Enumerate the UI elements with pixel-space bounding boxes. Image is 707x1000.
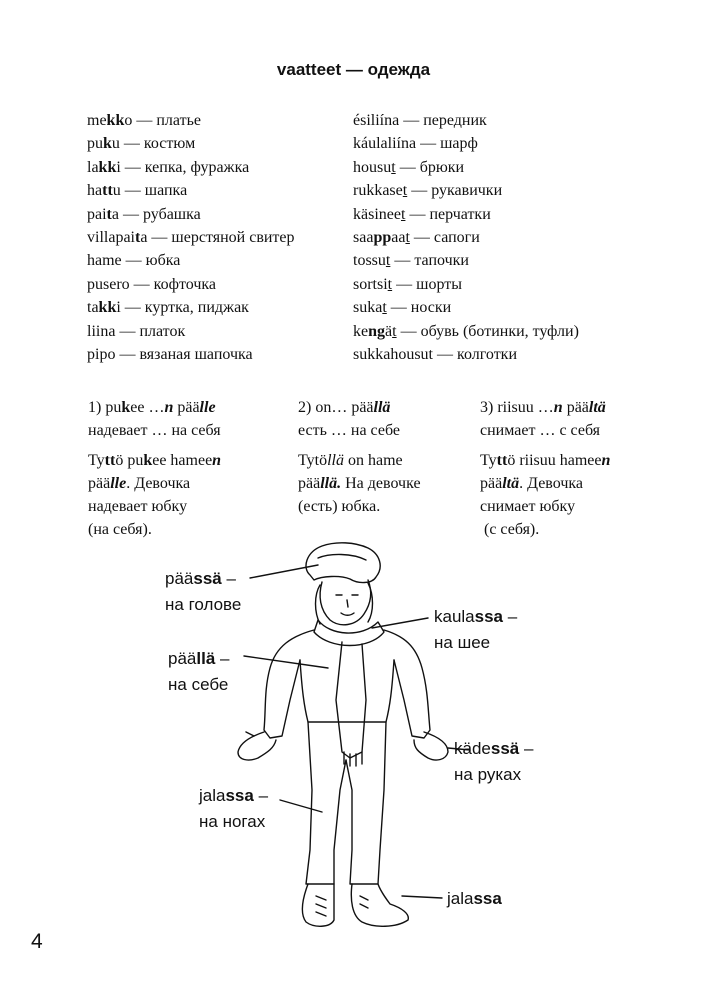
text-run: pää xyxy=(168,649,197,668)
vocab-translation: перчатки xyxy=(429,205,491,223)
text-run: u xyxy=(112,182,121,200)
text-run: . Девочка xyxy=(126,475,191,492)
vocab-translation: носки xyxy=(410,299,452,317)
dash-separator: — xyxy=(399,112,424,129)
label-fi xyxy=(165,566,241,592)
text-run: ha xyxy=(87,182,103,200)
text-run: Tytö xyxy=(298,452,328,469)
vocab-translation: рукавички xyxy=(431,182,503,200)
text-run: kk xyxy=(106,112,125,129)
vocab-translation: куртка, пиджак xyxy=(144,299,249,317)
text-run: a xyxy=(140,229,148,247)
dash-separator: — xyxy=(129,275,154,293)
vocab-translation: тапочки xyxy=(414,252,469,270)
dash-separator: — xyxy=(396,322,421,340)
label-ru: на себе xyxy=(168,675,229,694)
text-run: liina xyxy=(87,322,116,340)
text-run: 2) on… pää xyxy=(298,399,374,416)
dash-separator: — xyxy=(120,158,145,176)
label-ru: на руках xyxy=(454,765,522,784)
pointer-feet xyxy=(402,896,442,898)
vocab-translation: шарф xyxy=(440,135,478,153)
dash-separator: — xyxy=(132,112,157,129)
vocab-translation: шапка xyxy=(144,182,188,200)
vocab-translation: сапоги xyxy=(433,229,480,247)
dash-separator: — xyxy=(409,229,434,247)
dash-separator: — xyxy=(120,182,145,200)
face-shape xyxy=(320,580,371,625)
text-run: Ty xyxy=(88,452,105,469)
vocab-translation: юбка xyxy=(145,252,181,270)
text-run: o xyxy=(124,112,133,129)
text-run: ke xyxy=(353,322,369,340)
text-run: (на себя). xyxy=(88,521,152,538)
rule-meaning: надевает … на себя xyxy=(88,422,221,439)
text-run: t xyxy=(385,252,391,270)
text-run: – xyxy=(253,786,269,805)
text-run: suka xyxy=(353,299,383,317)
text-run: (с себя). xyxy=(480,521,540,538)
vocab-translation: обувь (ботинки, туфли) xyxy=(420,322,579,340)
label-on-head xyxy=(165,566,241,618)
label-ru: на голове xyxy=(165,595,242,614)
text-run: n xyxy=(601,452,611,469)
label-fi xyxy=(434,604,517,630)
text-run: ta xyxy=(87,299,99,317)
dash-separator: — xyxy=(390,252,415,270)
label-fi xyxy=(454,736,533,762)
text-run: ö riisuu hamee xyxy=(507,452,602,469)
label-fi xyxy=(447,886,502,912)
text-run: hame xyxy=(87,252,122,270)
text-run: llä xyxy=(196,649,216,668)
text-run: – xyxy=(221,569,236,588)
dash-separator: — xyxy=(395,158,420,176)
text-run: jala xyxy=(447,889,474,908)
vocab-translation: платок xyxy=(139,322,186,340)
text-run: t xyxy=(387,275,393,293)
text-run: (есть) юбка. xyxy=(298,498,381,515)
vocab-translation: костюм xyxy=(143,135,196,153)
text-run: На девочке xyxy=(341,475,421,492)
text-run: k xyxy=(103,135,112,153)
text-run: pää xyxy=(165,569,194,588)
text-run: kk xyxy=(98,299,117,317)
dash-separator: — xyxy=(407,182,432,200)
text-run: Ty xyxy=(480,452,497,469)
text-run: pää xyxy=(562,399,589,416)
text-run: ssa xyxy=(474,607,504,626)
text-run: lle xyxy=(110,475,127,492)
text-run: – xyxy=(503,607,518,626)
mitten-left xyxy=(238,732,276,760)
label-fi xyxy=(199,783,268,809)
text-run: sortsi xyxy=(353,275,388,293)
text-run: sukkahousut xyxy=(353,346,433,364)
text-run: ltä xyxy=(588,399,606,416)
text-run: llä. xyxy=(320,475,342,492)
vocab-translation: вязаная шапочка xyxy=(139,346,253,364)
label-on-neck xyxy=(434,604,517,656)
text-run: i xyxy=(116,299,121,317)
rule-meaning: снимает … с себя xyxy=(480,422,601,439)
text-run: ng xyxy=(368,322,386,340)
text-run: rukkase xyxy=(353,182,403,200)
dash-separator: — xyxy=(405,205,430,223)
text-run: . Девочка xyxy=(519,475,584,492)
text-run: saa xyxy=(353,229,374,247)
jacket-shape xyxy=(264,630,314,738)
trousers-shape xyxy=(306,722,346,884)
text-run: u xyxy=(111,135,120,153)
text-run: k xyxy=(143,452,153,469)
text-run: n xyxy=(553,399,563,416)
text-run: ssa xyxy=(225,786,254,805)
text-run: housu xyxy=(353,158,392,176)
dash-separator: — xyxy=(118,205,143,223)
text-run: k xyxy=(121,399,131,416)
text-run: ssa xyxy=(473,889,502,908)
text-run: надевает юбку xyxy=(88,498,188,515)
label-fi xyxy=(168,646,229,672)
text-run: on hame xyxy=(344,452,403,469)
text-run: pu xyxy=(87,135,103,153)
text-run: käde xyxy=(454,739,491,758)
text-run: n xyxy=(212,452,222,469)
text-run: llä xyxy=(373,399,391,416)
text-run: aa xyxy=(391,229,406,247)
text-run: t xyxy=(391,158,396,176)
text-run: pai xyxy=(87,205,107,223)
label-on-body xyxy=(168,646,229,698)
vocab-translation: платье xyxy=(156,112,201,129)
text-run: 1) pu xyxy=(88,399,122,416)
text-run: pää xyxy=(88,475,111,492)
text-run: ltä xyxy=(502,475,520,492)
text-run: n xyxy=(164,399,174,416)
text-run: kaula xyxy=(434,607,475,626)
text-run: tossu xyxy=(353,252,386,270)
text-run: ssä xyxy=(193,569,222,588)
text-run: káulaliína xyxy=(353,135,417,153)
text-run: tt xyxy=(104,452,116,469)
vocab-translation: колготки xyxy=(457,346,518,364)
text-run: ö pu xyxy=(115,452,144,469)
dash-separator: — xyxy=(147,229,172,247)
page-number: 4 xyxy=(31,930,43,953)
text-run: pusero xyxy=(87,275,130,293)
text-run: tt xyxy=(496,452,508,469)
text-run: t xyxy=(106,205,112,223)
text-run: t xyxy=(134,229,141,247)
text-run: tt xyxy=(102,182,113,200)
vocab-translation: кофточка xyxy=(153,275,217,293)
vocab-translation: кепка, фуражка xyxy=(144,158,250,176)
text-run: ésiliína xyxy=(353,112,400,129)
text-run: lle xyxy=(199,399,216,416)
dash-separator: — xyxy=(121,252,146,270)
mitten-right xyxy=(414,732,448,760)
vocab-translation: шерстяной свитер xyxy=(171,229,295,247)
text-run: t xyxy=(400,205,406,223)
vocab-translation: брюки xyxy=(419,158,465,176)
text-run: kk xyxy=(98,158,117,176)
text-run: ssä xyxy=(490,739,520,758)
vocab-translation: рубашка xyxy=(142,205,201,223)
text-run: i xyxy=(116,158,121,176)
pointer-legs xyxy=(280,800,322,812)
text-run: a xyxy=(111,205,119,223)
label-on-legs xyxy=(199,783,268,835)
text-run: ee hamee xyxy=(152,452,213,469)
text-run: 3) riisuu … xyxy=(480,399,554,416)
pointer-neck xyxy=(372,618,428,628)
boot-right xyxy=(351,884,408,926)
text-run: jala xyxy=(199,786,226,805)
rule-meaning: есть … на себе xyxy=(298,422,400,439)
text-run: t xyxy=(402,182,408,200)
label-ru: на ногах xyxy=(199,812,266,831)
text-run: me xyxy=(87,112,107,129)
label-on-hands xyxy=(454,736,533,788)
text-run: ä xyxy=(385,322,393,340)
text-run: – xyxy=(519,739,534,758)
dash-separator: — xyxy=(115,346,140,364)
text-run: villapai xyxy=(87,229,135,247)
text-run: снимает юбку xyxy=(480,498,576,515)
text-run: pää xyxy=(480,475,503,492)
dash-separator: — xyxy=(119,135,144,153)
dash-separator: — xyxy=(433,346,457,364)
dash-separator: — xyxy=(386,299,411,317)
vocab-translation: передник xyxy=(423,112,487,129)
dash-separator: — xyxy=(392,275,417,293)
text-run: pp xyxy=(373,229,392,247)
text-run: llä xyxy=(327,452,344,469)
text-run: la xyxy=(87,158,99,176)
vocab-translation: шорты xyxy=(416,275,462,293)
text-run: pää xyxy=(298,475,321,492)
text-run: – xyxy=(215,649,230,668)
text-run: pää xyxy=(173,399,200,416)
page-title: vaatteet — одежда xyxy=(276,60,431,79)
label-on-feet xyxy=(447,886,502,912)
text-run: t xyxy=(382,299,387,317)
hat-shape xyxy=(306,543,380,583)
text-run: käsinee xyxy=(353,205,401,223)
text-run: t xyxy=(392,322,397,340)
text-run: pipo xyxy=(87,346,116,364)
text-run: t xyxy=(405,229,410,247)
text-run: ee … xyxy=(130,399,165,416)
dash-separator: — xyxy=(115,322,140,340)
label-ru: на шее xyxy=(434,633,491,652)
pointer-body xyxy=(244,656,328,668)
dash-separator: — xyxy=(120,299,145,317)
dash-separator: — xyxy=(416,135,441,153)
